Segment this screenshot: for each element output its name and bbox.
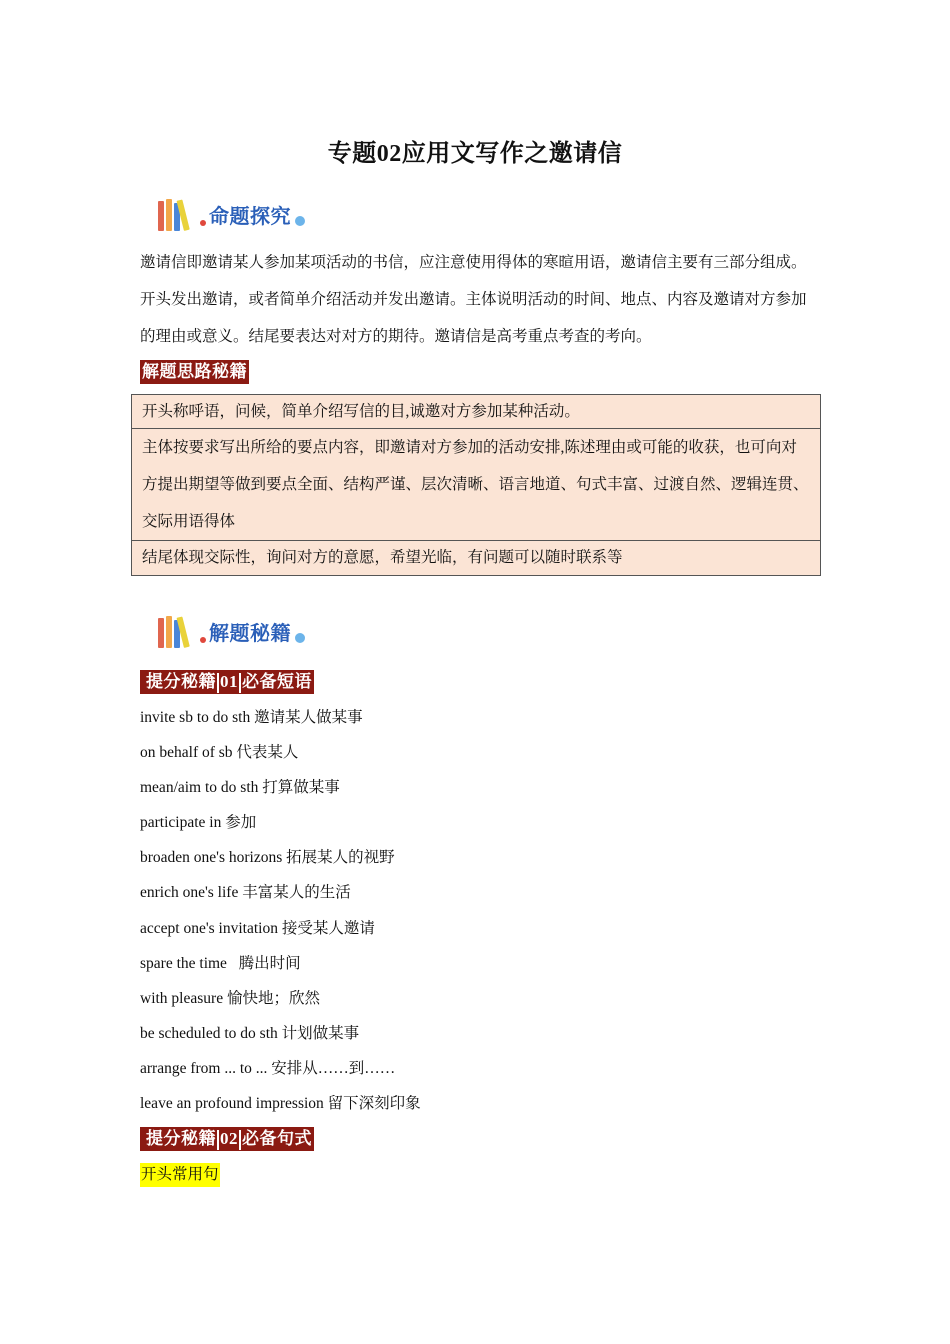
dot-icon xyxy=(200,637,206,643)
tag-sentences xyxy=(140,1127,314,1151)
tag-number: 02 xyxy=(220,1129,238,1148)
list-item: on behalf of sb 代表某人 xyxy=(140,744,299,762)
list-item: mean/aim to do sth 打算做某事 xyxy=(140,779,340,797)
list-item: participate in 参加 xyxy=(140,814,257,832)
opening-sentences-label: 开头常用句 xyxy=(140,1163,220,1187)
list-item: spare the time 腾出时间 xyxy=(140,954,301,972)
list-item: arrange from ... to ... 安排从……到…… xyxy=(140,1059,396,1077)
books-icon xyxy=(158,197,192,231)
section-label: 解题秘籍 xyxy=(209,620,291,645)
list-item: invite sb to do sth 邀请某人做某事 xyxy=(140,709,363,726)
tips-heading: 解题思路秘籍 xyxy=(140,360,249,384)
tips-row-body: 主体按要求写出所给的要点内容，即邀请对方参加的活动安排,陈述理由或可能的收获，也可向对方提出期望等做到要点全面、结构严谨、层次清晰、语言地道、句式丰富、过渡自然、逻辑连贯、交际用语得体 xyxy=(132,428,820,540)
list-item: leave an profound impression 留下深刻印象 xyxy=(140,1095,421,1113)
tag-text: 必备短语 xyxy=(242,672,312,691)
section-header-secrets xyxy=(158,613,305,649)
tips-row-opening: 开头称呼语，问候，简单介绍写信的目,诚邀对方参加某种活动。 xyxy=(142,403,580,420)
tag-text: 必备句式 xyxy=(242,1129,312,1148)
tips-row-ending: 结尾体现交际性，询问对方的意愿，希望光临，有问题可以随时联系等 xyxy=(132,540,820,575)
list-item: accept one's invitation 接受某人邀请 xyxy=(140,919,375,937)
list-item: enrich one's life 丰富某人的生活 xyxy=(140,884,351,902)
tag-text: 提分秘籍 xyxy=(146,672,216,691)
section-label: 命题探究 xyxy=(209,203,291,228)
dot-icon xyxy=(200,220,206,226)
list-item: with pleasure 愉快地；欣然 xyxy=(140,989,320,1007)
tips-table xyxy=(131,394,821,576)
tag-number: 01 xyxy=(220,672,238,691)
books-icon xyxy=(158,614,192,648)
tag-text: 提分秘籍 xyxy=(146,1129,216,1148)
list-item: be scheduled to do sth 计划做某事 xyxy=(140,1024,360,1042)
list-item: broaden one's horizons 拓展某人的视野 xyxy=(140,849,395,867)
dot-icon xyxy=(295,633,305,643)
intro-paragraph: 邀请信即邀请某人参加某项活动的书信，应注意使用得体的寒暄用语，邀请信主要有三部分组成。开头发出邀请，或者简单介绍活动并发出邀请。主体说明活动的时间、地点、内容及邀请对方参加的理由或意义。结尾要表达对对方的期待。邀请信是高考重点考查的考向。 xyxy=(140,254,807,345)
page-title: 专题02应用文写作之邀请信 xyxy=(327,141,623,167)
phrase-list xyxy=(140,703,421,1124)
dot-icon xyxy=(295,216,305,226)
section-header-explore xyxy=(158,196,305,232)
tag-phrases xyxy=(140,670,314,694)
